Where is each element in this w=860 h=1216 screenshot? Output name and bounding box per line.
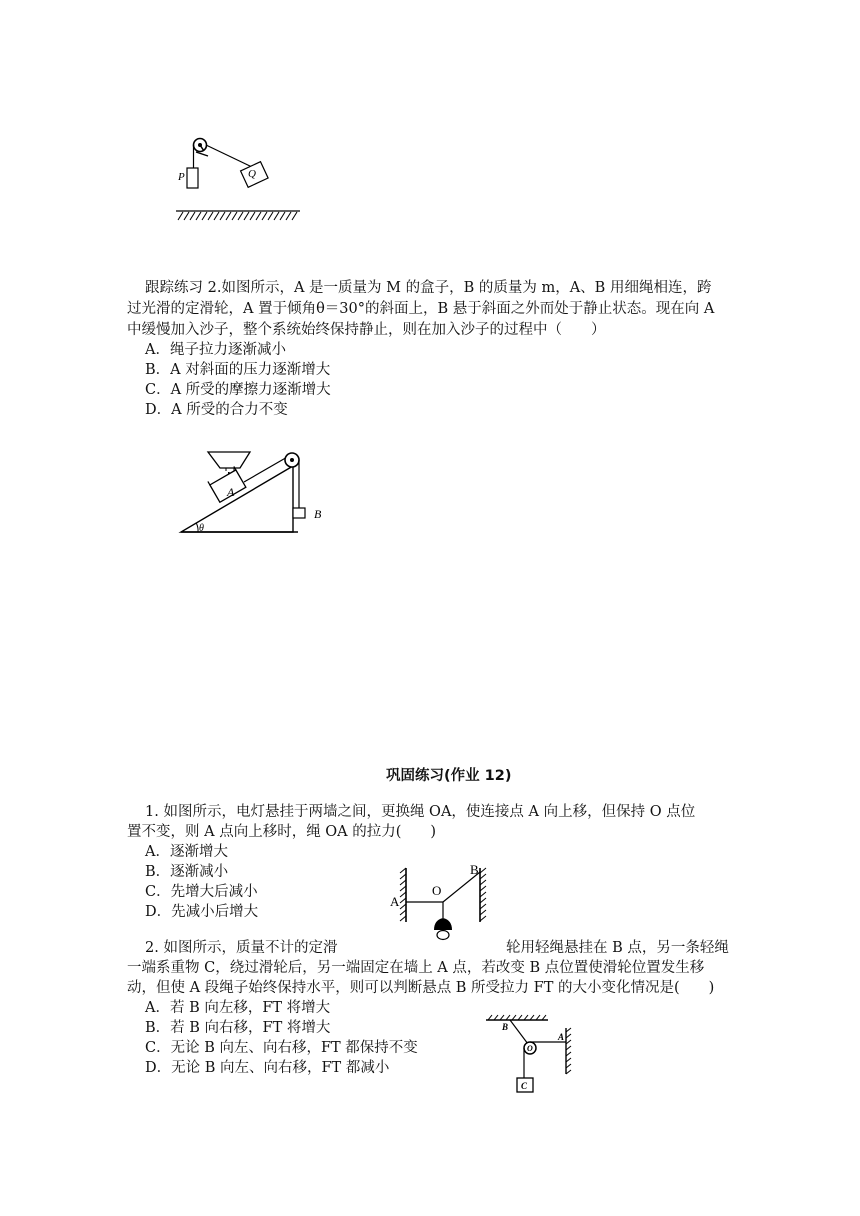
- label-o: O: [432, 883, 442, 898]
- incline-figure: [178, 446, 338, 538]
- label-o: O: [527, 1044, 533, 1053]
- track2-option-d[interactable]: D．A 所受的合力不变: [145, 402, 288, 418]
- label-c: C: [521, 1081, 528, 1091]
- q2-option-a[interactable]: A．若 B 向左移，FT 将增大: [145, 1000, 331, 1016]
- track2-stem-line1: 跟踪练习 2.如图所示，A 是一质量为 M 的盒子，B 的质量为 m，A、B 用细绳相连，跨: [145, 280, 712, 296]
- q1-option-d[interactable]: D．先减小后增大: [145, 904, 259, 920]
- q2-stem-line1a: 2. 如图所示，质量不计的定滑: [145, 940, 338, 956]
- track2-option-c[interactable]: C．A 所受的摩擦力逐渐增大: [145, 382, 331, 398]
- pulley-pq-figure: [170, 128, 310, 224]
- q2-option-c[interactable]: C．无论 B 向左、向右移，FT 都保持不变: [145, 1040, 418, 1056]
- q1-option-c[interactable]: C．先增大后减小: [145, 884, 258, 900]
- label-q: Q: [248, 168, 256, 180]
- label-b: B: [470, 862, 479, 877]
- label-a: A: [227, 485, 235, 499]
- section-title: 巩固练习(作业 12): [386, 768, 512, 784]
- q1-stem-line2: 置不变，则 A 点向上移时，绳 OA 的拉力( ): [127, 824, 437, 840]
- q1-stem-line1: 1. 如图所示，电灯悬挂于两墙之间，更换绳 OA，使连接点 A 向上移，但保持 O 点位: [145, 804, 696, 820]
- lamp: [434, 918, 452, 930]
- block-p: [187, 168, 198, 188]
- label-a: A: [390, 894, 400, 909]
- track2-stem-line3: 中缓慢加入沙子，整个系统始终保持静止，则在加入沙子的过程中（ ）: [127, 322, 606, 338]
- q1-option-a[interactable]: A．逐渐增大: [145, 844, 228, 860]
- q2-stem-line2: 一端系重物 C，绕过滑轮后，另一端固定在墙上 A 点，若改变 B 点位置使滑轮位置发生移: [127, 960, 705, 976]
- label-b: B: [502, 1022, 509, 1032]
- q1-option-b[interactable]: B．逐渐减小: [145, 864, 229, 880]
- label-b: B: [314, 507, 322, 521]
- label-a: A: [558, 1032, 565, 1042]
- label-theta: θ: [199, 523, 204, 534]
- q2-option-b[interactable]: B．若 B 向右移，FT 将增大: [145, 1020, 331, 1036]
- label-p: P: [178, 171, 185, 183]
- lamp-walls-figure: [388, 858, 492, 944]
- q2-stem-line1b: 轮用轻绳悬挂在 B 点，另一条轻绳: [506, 940, 729, 956]
- track2-stem-line2: 过光滑的定滑轮，A 置于倾角θ＝30°的斜面上，B 悬于斜面之外而处于静止状态。现在向 A: [127, 301, 715, 317]
- pulley-bc-figure: [484, 1014, 580, 1100]
- sand-hopper: [208, 452, 250, 468]
- block-b: [293, 508, 305, 518]
- track2-option-a[interactable]: A．绳子拉力逐渐减小: [145, 342, 286, 358]
- q2-option-d[interactable]: D．无论 B 向左、向右移，FT 都减小: [145, 1060, 390, 1076]
- track2-option-b[interactable]: B．A 对斜面的压力逐渐增大: [145, 362, 331, 378]
- q2-stem-line3: 动，但使 A 段绳子始终保持水平，则可以判断悬点 B 所受拉力 FT 的大小变化情况是( ): [127, 980, 715, 996]
